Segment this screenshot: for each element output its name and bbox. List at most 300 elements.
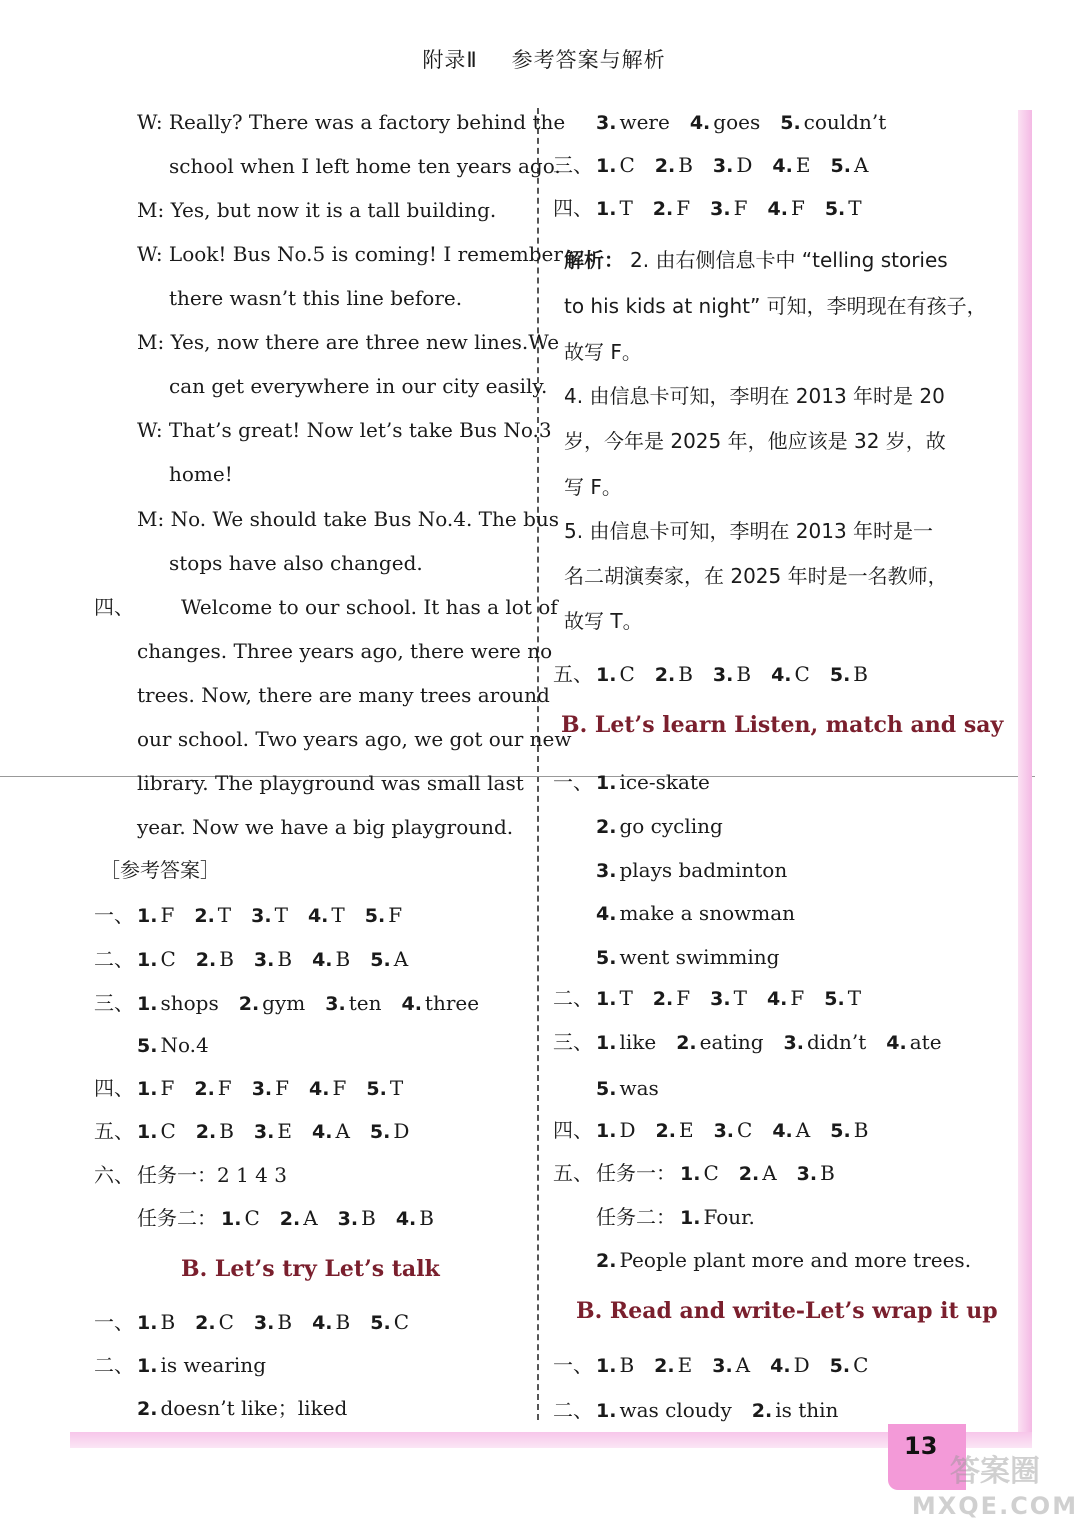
answer-item xyxy=(713,153,753,177)
answer-number: 3. xyxy=(253,1312,275,1334)
answer-number: 1. xyxy=(596,988,617,1010)
answer-value: T xyxy=(619,986,633,1010)
answer-number: 1. xyxy=(596,1355,617,1377)
answer-value: goes xyxy=(713,110,761,134)
answer-value: T xyxy=(848,196,862,220)
row-marker: 五、 xyxy=(94,1119,134,1143)
answer-value: People plant more and more trees. xyxy=(619,1248,972,1272)
answer-item xyxy=(596,153,635,177)
dialogue-line: stops have also changed. xyxy=(169,551,423,575)
answer-number: 5. xyxy=(824,988,845,1010)
answer-row xyxy=(137,1351,266,1380)
answer-number: 3. xyxy=(253,1121,275,1143)
answer-item xyxy=(653,986,690,1010)
row-marker: 二、 xyxy=(94,947,134,971)
answer-value: C xyxy=(160,947,176,971)
watermark xyxy=(905,1455,1085,1523)
answer-value: F xyxy=(388,903,403,927)
answer-value: plays badminton xyxy=(619,858,788,882)
answer-value: F xyxy=(332,1076,347,1100)
answer-value: F xyxy=(160,903,175,927)
answer-row xyxy=(596,660,868,689)
answer-item xyxy=(655,662,693,686)
passage-marker: 四、 xyxy=(94,595,134,619)
answer-item xyxy=(596,196,633,220)
answer-number: 4. xyxy=(770,1355,791,1377)
answer-number: 3. xyxy=(596,860,617,882)
answer-value: B xyxy=(219,1119,234,1143)
answer-number: 2. xyxy=(654,664,676,686)
passage-line: our school. Two years ago, we got our new xyxy=(137,727,572,751)
answer-item xyxy=(239,991,306,1015)
answer-item xyxy=(137,947,176,971)
answer-value: D xyxy=(736,153,753,177)
answer-number: 1. xyxy=(680,1163,701,1185)
answer-number: 4. xyxy=(772,155,793,177)
answer-item xyxy=(312,1310,350,1334)
answer-row xyxy=(137,945,408,974)
answer-item xyxy=(712,1353,750,1377)
answer-item xyxy=(309,1076,346,1100)
row-marker: 六、 xyxy=(94,1163,134,1187)
answer-item xyxy=(366,1076,403,1100)
answer-value: B xyxy=(678,662,693,686)
answer-row xyxy=(596,984,861,1013)
answer-number: 2. xyxy=(738,1163,760,1185)
answer-value: gym xyxy=(262,991,306,1015)
answer-number: 2. xyxy=(195,1312,216,1334)
answer-item xyxy=(596,770,710,794)
answer-number: 1. xyxy=(596,1032,617,1054)
answer-value: C xyxy=(160,1119,176,1143)
answer-number: 4. xyxy=(311,1121,333,1143)
dialogue-line: W: That’s great! Now let’s take Bus No.3 xyxy=(137,418,552,442)
answer-value: three xyxy=(424,991,480,1015)
dialogue-line: can get everywhere in our city easily. xyxy=(169,374,548,398)
watermark-text: 答案圈 xyxy=(950,1454,1040,1489)
answer-value: B xyxy=(736,662,752,686)
answer-number: 1. xyxy=(137,949,158,971)
answer-item xyxy=(137,1396,347,1420)
answer-number: 1. xyxy=(596,664,617,686)
answer-number: 4. xyxy=(886,1032,907,1054)
answer-value: go cycling xyxy=(619,814,723,838)
answer-number: 2. xyxy=(194,905,215,927)
answer-value: ice-skate xyxy=(619,770,710,794)
answer-row xyxy=(137,1394,347,1423)
answer-value: eating xyxy=(699,1030,764,1054)
answer-value: F xyxy=(217,1076,232,1100)
answer-item xyxy=(194,1076,231,1100)
row-marker: 二、 xyxy=(94,1353,134,1377)
answer-row xyxy=(596,768,710,797)
answer-row xyxy=(137,901,402,930)
row-marker: 二、 xyxy=(553,986,593,1010)
answer-number: 5. xyxy=(829,664,851,686)
answer-row xyxy=(137,989,479,1018)
answer-item xyxy=(596,1398,732,1422)
answer-number: 1. xyxy=(137,1355,158,1377)
answer-item xyxy=(690,110,760,134)
answer-item xyxy=(830,153,868,177)
dialogue-line: W: Really? There was a factory behind the xyxy=(137,110,566,134)
page-number: 13 xyxy=(904,1432,938,1460)
answer-item xyxy=(830,662,868,686)
header-appendix: 附录Ⅱ xyxy=(422,48,478,72)
passage-line: library. The playground was small last xyxy=(137,771,524,795)
answer-value: was cloudy xyxy=(619,1398,732,1422)
answer-value: T xyxy=(847,986,862,1010)
answer-number: 1. xyxy=(596,1400,617,1422)
answer-value: ate xyxy=(909,1030,942,1054)
row-marker: 一、 xyxy=(94,1310,134,1334)
answer-value: C xyxy=(703,1161,719,1185)
answer-value: No.4 xyxy=(160,1033,209,1057)
answer-item xyxy=(370,1119,410,1143)
answer-value: shops xyxy=(160,991,219,1015)
answer-number: 任务二： xyxy=(137,1206,217,1230)
answer-value: B xyxy=(678,153,693,177)
answer-value: Four. xyxy=(703,1205,755,1229)
answer-item xyxy=(254,1310,292,1334)
answer-value: 2 1 4 3 xyxy=(217,1163,287,1187)
answer-value: F xyxy=(733,196,748,220)
answer-item xyxy=(370,1310,409,1334)
answer-item xyxy=(824,986,861,1010)
dialogue-line: school when I left home ten years ago. xyxy=(169,154,561,178)
answer-value: A xyxy=(762,1161,777,1185)
answer-number: 5. xyxy=(830,1120,851,1142)
answer-value: C xyxy=(393,1310,409,1334)
answer-row xyxy=(596,108,886,137)
answer-item xyxy=(797,1161,835,1185)
dialogue-line: M: No. We should take Bus No.4. The bus xyxy=(137,507,560,531)
answer-value: E xyxy=(795,153,811,177)
answer-value: C xyxy=(737,1118,753,1142)
answer-item xyxy=(338,1206,376,1230)
answer-item xyxy=(676,1030,763,1054)
section-title-lets-learn: B. Let’s learn Listen, match and say xyxy=(561,712,1004,738)
answer-row xyxy=(596,1203,755,1232)
section-title-lets-try: B. Let’s try Let’s talk xyxy=(181,1256,440,1282)
answer-number: 5. xyxy=(370,949,391,971)
analysis-line: 岁，今年是 2025 年，他应该是 32 岁，故 xyxy=(564,429,946,453)
answer-number: 3. xyxy=(783,1032,804,1054)
row-marker: 二、 xyxy=(553,1398,593,1422)
answer-item xyxy=(137,1206,217,1230)
answer-value: T xyxy=(389,1076,404,1100)
answer-number: 5. xyxy=(596,1078,617,1100)
answer-number: 1. xyxy=(596,772,617,794)
answer-number: 1. xyxy=(680,1207,701,1229)
answer-row xyxy=(596,856,787,885)
answer-number: 4. xyxy=(395,1208,417,1230)
answer-value: T xyxy=(331,903,345,927)
answer-value: went swimming xyxy=(619,945,780,969)
answer-number: 2. xyxy=(596,816,617,838)
answer-number: 2. xyxy=(654,155,676,177)
answer-value: B xyxy=(419,1206,434,1230)
passage-line: changes. Three years ago, there were no xyxy=(137,639,553,663)
answer-number: 任务一： xyxy=(596,1161,676,1185)
dialogue-line: there wasn’t this line before. xyxy=(169,286,463,310)
answer-item xyxy=(680,1205,755,1229)
answer-value: F xyxy=(790,196,805,220)
answer-number: 3. xyxy=(710,988,731,1010)
answer-item xyxy=(596,986,633,1010)
answer-row xyxy=(596,1028,942,1057)
answer-number: 4. xyxy=(766,988,788,1010)
answer-value: B xyxy=(361,1206,376,1230)
answer-number: 3. xyxy=(337,1208,359,1230)
answer-number: 4. xyxy=(312,1312,333,1334)
answer-item xyxy=(596,858,787,882)
column-divider xyxy=(537,108,539,1420)
answer-value: A xyxy=(795,1118,811,1142)
answer-item xyxy=(596,1161,676,1185)
answer-item xyxy=(401,991,479,1015)
answer-number: 3. xyxy=(251,905,272,927)
answer-item xyxy=(308,903,345,927)
answer-value: T xyxy=(733,986,747,1010)
answer-value: make a snowman xyxy=(619,901,796,925)
answer-item xyxy=(221,1206,260,1230)
answer-value: is thin xyxy=(775,1398,839,1422)
answer-value: C xyxy=(218,1310,234,1334)
analysis-label: 解析： xyxy=(564,248,624,272)
answer-number: 1. xyxy=(221,1208,242,1230)
answer-item xyxy=(596,1205,676,1229)
answer-item xyxy=(137,1353,266,1377)
answer-item xyxy=(365,903,402,927)
row-marker: 三、 xyxy=(94,991,134,1015)
answer-number: 3. xyxy=(325,993,346,1015)
answer-number: 4. xyxy=(596,903,617,925)
answer-row xyxy=(137,1308,409,1337)
answer-item xyxy=(137,1119,176,1143)
answer-item xyxy=(137,1033,209,1057)
answer-number: 2. xyxy=(654,1355,675,1377)
answer-item xyxy=(196,947,234,971)
answer-number: 4. xyxy=(772,1120,793,1142)
answer-item xyxy=(596,1248,971,1272)
answer-number: 3. xyxy=(253,949,275,971)
answer-number: 2. xyxy=(279,1208,301,1230)
answer-item xyxy=(194,903,231,927)
answer-value: C xyxy=(619,662,635,686)
answer-number: 2. xyxy=(195,949,217,971)
answer-value: B xyxy=(335,947,351,971)
analysis-line: 名二胡演奏家，在 2025 年时是一名教师， xyxy=(564,564,948,588)
answer-value: E xyxy=(677,1353,693,1377)
answer-item xyxy=(713,662,751,686)
answer-value: B xyxy=(853,1118,869,1142)
answer-item xyxy=(137,1163,287,1187)
answer-item xyxy=(312,1119,350,1143)
answer-row xyxy=(596,899,795,928)
answer-value: F xyxy=(160,1076,175,1100)
answer-number: 5. xyxy=(824,198,846,220)
answer-number: 4. xyxy=(689,112,711,134)
answer-item xyxy=(596,814,723,838)
analysis-line: 5. 由信息卡可知，李明在 2013 年时是一 xyxy=(564,519,934,543)
answer-number: 4. xyxy=(767,198,788,220)
answer-row xyxy=(596,1396,838,1425)
reference-answer-label: ［参考答案］ xyxy=(100,858,220,882)
answer-item xyxy=(772,1118,810,1142)
answer-number: 1. xyxy=(137,1121,158,1143)
answer-number: 5. xyxy=(364,905,386,927)
answer-item xyxy=(252,1076,289,1100)
answer-item xyxy=(596,901,795,925)
answer-item xyxy=(830,1353,869,1377)
answer-row xyxy=(137,1074,403,1103)
answer-item xyxy=(596,110,670,134)
answer-number: 5. xyxy=(829,1355,851,1377)
answer-value: doesn’t like；liked xyxy=(160,1396,348,1420)
answer-item xyxy=(767,986,804,1010)
answer-number: 2. xyxy=(137,1398,158,1420)
answer-number: 2. xyxy=(676,1032,697,1054)
answer-value: were xyxy=(619,110,670,134)
answer-number: 1. xyxy=(596,198,617,220)
watermark-url: MXQE.COM xyxy=(911,1492,1079,1520)
answer-number: 任务一： xyxy=(137,1163,217,1187)
answer-number: 4. xyxy=(307,905,329,927)
answer-number: 3. xyxy=(712,1355,733,1377)
answer-item xyxy=(251,903,288,927)
answer-item xyxy=(771,662,810,686)
answer-item xyxy=(396,1206,434,1230)
answer-number: 4. xyxy=(312,949,333,971)
answer-value: F xyxy=(790,986,805,1010)
answer-item xyxy=(137,903,174,927)
answer-number: 2. xyxy=(652,988,674,1010)
answer-value: B xyxy=(820,1161,835,1185)
answer-row xyxy=(137,1117,409,1146)
answer-item xyxy=(710,196,747,220)
answer-item xyxy=(137,991,219,1015)
answer-number: 5. xyxy=(830,155,851,177)
answer-row xyxy=(596,1074,659,1103)
answer-item xyxy=(653,196,690,220)
answer-item xyxy=(767,196,804,220)
answer-number: 3. xyxy=(796,1163,818,1185)
answer-value: D xyxy=(793,1353,810,1377)
answer-number: 5. xyxy=(137,1035,158,1057)
answer-number: 5. xyxy=(780,112,801,134)
answer-value: B xyxy=(335,1310,351,1334)
answer-item xyxy=(830,1118,868,1142)
passage-line: Welcome to our school. It has a lot of xyxy=(181,595,558,619)
answer-value: couldn’t xyxy=(803,110,887,134)
analysis-line: 故写 F。 xyxy=(564,340,642,364)
answer-row xyxy=(596,1246,971,1275)
row-marker: 五、 xyxy=(553,1161,593,1185)
row-marker: 一、 xyxy=(553,1353,593,1377)
answer-value: F xyxy=(676,986,691,1010)
answer-value: B xyxy=(219,947,234,971)
answer-number: 2. xyxy=(652,198,674,220)
answer-number: 任务二： xyxy=(596,1205,676,1229)
analysis-line: to his kids at night” 可知，李明现在有孩子， xyxy=(564,294,987,318)
answer-number: 2. xyxy=(194,1078,215,1100)
answer-value: A xyxy=(393,947,409,971)
answer-value: was xyxy=(619,1076,659,1100)
answer-value: like xyxy=(619,1030,657,1054)
answer-value: B xyxy=(619,1353,635,1377)
answer-item xyxy=(714,1118,753,1142)
row-marker: 三、 xyxy=(553,153,593,177)
dialogue-line: M: Yes, but now it is a tall building. xyxy=(137,198,497,222)
answer-value: C xyxy=(244,1206,260,1230)
analysis-line: 4. 由信息卡可知，李明在 2013 年时是 20 xyxy=(564,384,945,408)
answer-value: D xyxy=(393,1119,410,1143)
answer-item xyxy=(784,1030,867,1054)
answer-row xyxy=(596,812,723,841)
answer-number: 3. xyxy=(712,664,734,686)
answer-row xyxy=(596,943,779,972)
pink-edge-right xyxy=(1018,110,1032,1440)
answer-item xyxy=(196,1119,234,1143)
answer-value: A xyxy=(335,1119,350,1143)
row-marker: 四、 xyxy=(553,196,593,220)
answer-value: D xyxy=(619,1118,636,1142)
answer-number: 3. xyxy=(596,112,617,134)
answer-row xyxy=(137,1161,287,1189)
answer-item xyxy=(280,1206,318,1230)
answer-number: 1. xyxy=(137,1078,158,1100)
answer-row xyxy=(596,1159,835,1188)
row-marker: 一、 xyxy=(94,903,134,927)
answer-value: A xyxy=(303,1206,318,1230)
section-title-read-write: B. Read and write-Let’s wrap it up xyxy=(576,1298,998,1324)
answer-value: didn’t xyxy=(807,1030,867,1054)
answer-number: 3. xyxy=(710,198,731,220)
answer-number: 3. xyxy=(712,155,734,177)
answer-number: 5. xyxy=(596,947,617,969)
answer-value: F xyxy=(676,196,691,220)
answer-number: 5. xyxy=(370,1312,391,1334)
answer-item xyxy=(596,1118,636,1142)
answer-item xyxy=(656,1118,694,1142)
answer-row xyxy=(596,194,862,223)
answer-value: ten xyxy=(348,991,382,1015)
answer-item xyxy=(825,196,862,220)
answer-value: T xyxy=(274,903,288,927)
header-title: 参考答案与解析 xyxy=(511,48,666,72)
answer-item xyxy=(780,110,886,134)
page-header xyxy=(0,44,1088,74)
answer-value: T xyxy=(217,903,232,927)
answer-item xyxy=(654,1353,692,1377)
answer-item xyxy=(254,947,292,971)
answer-item xyxy=(137,1076,174,1100)
answer-item xyxy=(739,1161,777,1185)
answer-number: 2. xyxy=(596,1250,617,1272)
answer-number: 2. xyxy=(751,1400,773,1422)
answer-value: C xyxy=(794,662,810,686)
answer-item xyxy=(325,991,381,1015)
analysis-line: 写 F。 xyxy=(564,475,622,499)
answer-item xyxy=(770,1353,810,1377)
answer-item xyxy=(772,153,810,177)
row-marker: 四、 xyxy=(94,1076,134,1100)
answer-number: 4. xyxy=(771,664,792,686)
answer-item xyxy=(370,947,408,971)
answer-row xyxy=(137,1031,209,1060)
row-marker: 三、 xyxy=(553,1030,593,1054)
